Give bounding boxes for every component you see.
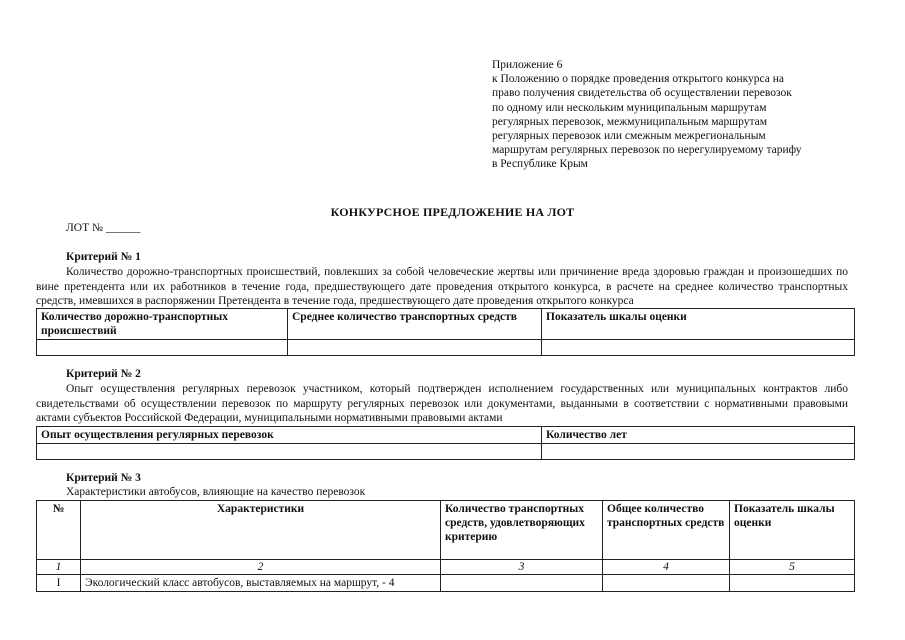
table-cell[interactable] xyxy=(441,575,603,592)
table-cell[interactable] xyxy=(542,444,855,460)
table-cell[interactable] xyxy=(37,340,288,356)
table-cell[interactable] xyxy=(542,340,855,356)
document-title: КОНКУРСНОЕ ПРЕДЛОЖЕНИЕ НА ЛОТ xyxy=(330,205,575,219)
col-header-total-vehicles: Общее количество транспортных средств xyxy=(603,501,730,560)
index-cell: 2 xyxy=(81,560,441,575)
table-cell[interactable] xyxy=(603,575,730,592)
criterion-3-table xyxy=(36,500,855,592)
criterion-1-text: Количество дорожно-транспортных происшествий, повлекших за собой человеческие жертвы или причинение вреда здоровью граждан и произошедших по вине претендента или их работников в течение года, предшествующего дате проведения открытого конкурса, в расчете на среднее количество транспортных средств, имевшихся в распоряжении Претендента в течение года, предшествующего дате проведения открытого конкурса xyxy=(36,266,848,307)
table-row xyxy=(37,444,855,460)
table-header-row xyxy=(37,427,855,444)
row-number-cell: I xyxy=(37,575,81,592)
table-row xyxy=(37,575,855,592)
table-index-row xyxy=(37,560,855,575)
appendix-line: регулярных перевозок, межмуниципальным маршрутам xyxy=(492,115,768,128)
index-cell: 3 xyxy=(441,560,603,575)
col-header-avg-vehicles: Среднее количество транспортных средств xyxy=(288,309,542,340)
criterion-2-heading: Критерий № 2 xyxy=(66,368,141,380)
lot-number-label: ЛОТ № ______ xyxy=(66,222,141,234)
criterion-1-table xyxy=(36,308,855,356)
col-header-matching-vehicles: Количество транспортных средств, удовлетворяющих критерию xyxy=(441,501,603,560)
index-cell: 1 xyxy=(37,560,81,575)
table-cell[interactable] xyxy=(288,340,542,356)
col-header-score: Показатель шкалы оценки xyxy=(730,501,855,560)
characteristic-cell: Экологический класс автобусов, выставляемых на маршрут, - 4 xyxy=(81,575,441,592)
appendix-line: право получения свидетельства об осуществлении перевозок xyxy=(492,87,792,100)
col-header-years: Количество лет xyxy=(542,427,855,444)
table-cell[interactable] xyxy=(37,444,542,460)
appendix-line: маршрутам регулярных перевозок по нерегулируемому тарифу xyxy=(492,144,802,157)
col-header-score: Показатель шкалы оценки xyxy=(542,309,855,340)
table-header-row xyxy=(37,501,855,560)
criterion-3-heading: Критерий № 3 xyxy=(66,472,141,484)
col-header-experience: Опыт осуществления регулярных перевозок xyxy=(37,427,542,444)
appendix-line: регулярных перевозок или смежным межрегиональным xyxy=(492,130,766,143)
appendix-line: к Положению о порядке проведения открытого конкурса на xyxy=(492,73,785,86)
table-cell[interactable] xyxy=(730,575,855,592)
criterion-3-subtitle: Характеристики автобусов, влияющие на качество перевозок xyxy=(66,486,366,498)
appendix-line: Приложение 6 xyxy=(492,59,563,71)
criterion-2-text: Опыт осуществления регулярных перевозок участником, который подтвержден исполнением государственных или муниципальных контрактов либо свидетельствами об осуществлении перевозок по маршруту регулярных перевозок или документами, выданными в соответствии с нормативными правовыми актами субъектов Российской Федерации, муниципальными нормативными правовыми актами xyxy=(36,383,848,424)
appendix-line: в Республике Крым xyxy=(492,158,588,171)
appendix-note xyxy=(492,58,852,172)
col-header-number: № xyxy=(37,501,81,560)
criterion-1-heading: Критерий № 1 xyxy=(66,251,141,263)
col-header-accidents: Количество дорожно-транспортных происшествий xyxy=(37,309,288,340)
appendix-line: по одному или нескольким муниципальным маршрутам xyxy=(492,101,767,114)
index-cell: 4 xyxy=(603,560,730,575)
index-cell: 5 xyxy=(730,560,855,575)
table-header-row xyxy=(37,309,855,340)
criterion-2-table xyxy=(36,426,855,460)
table-row xyxy=(37,340,855,356)
col-header-characteristics: Характеристики xyxy=(81,501,441,560)
